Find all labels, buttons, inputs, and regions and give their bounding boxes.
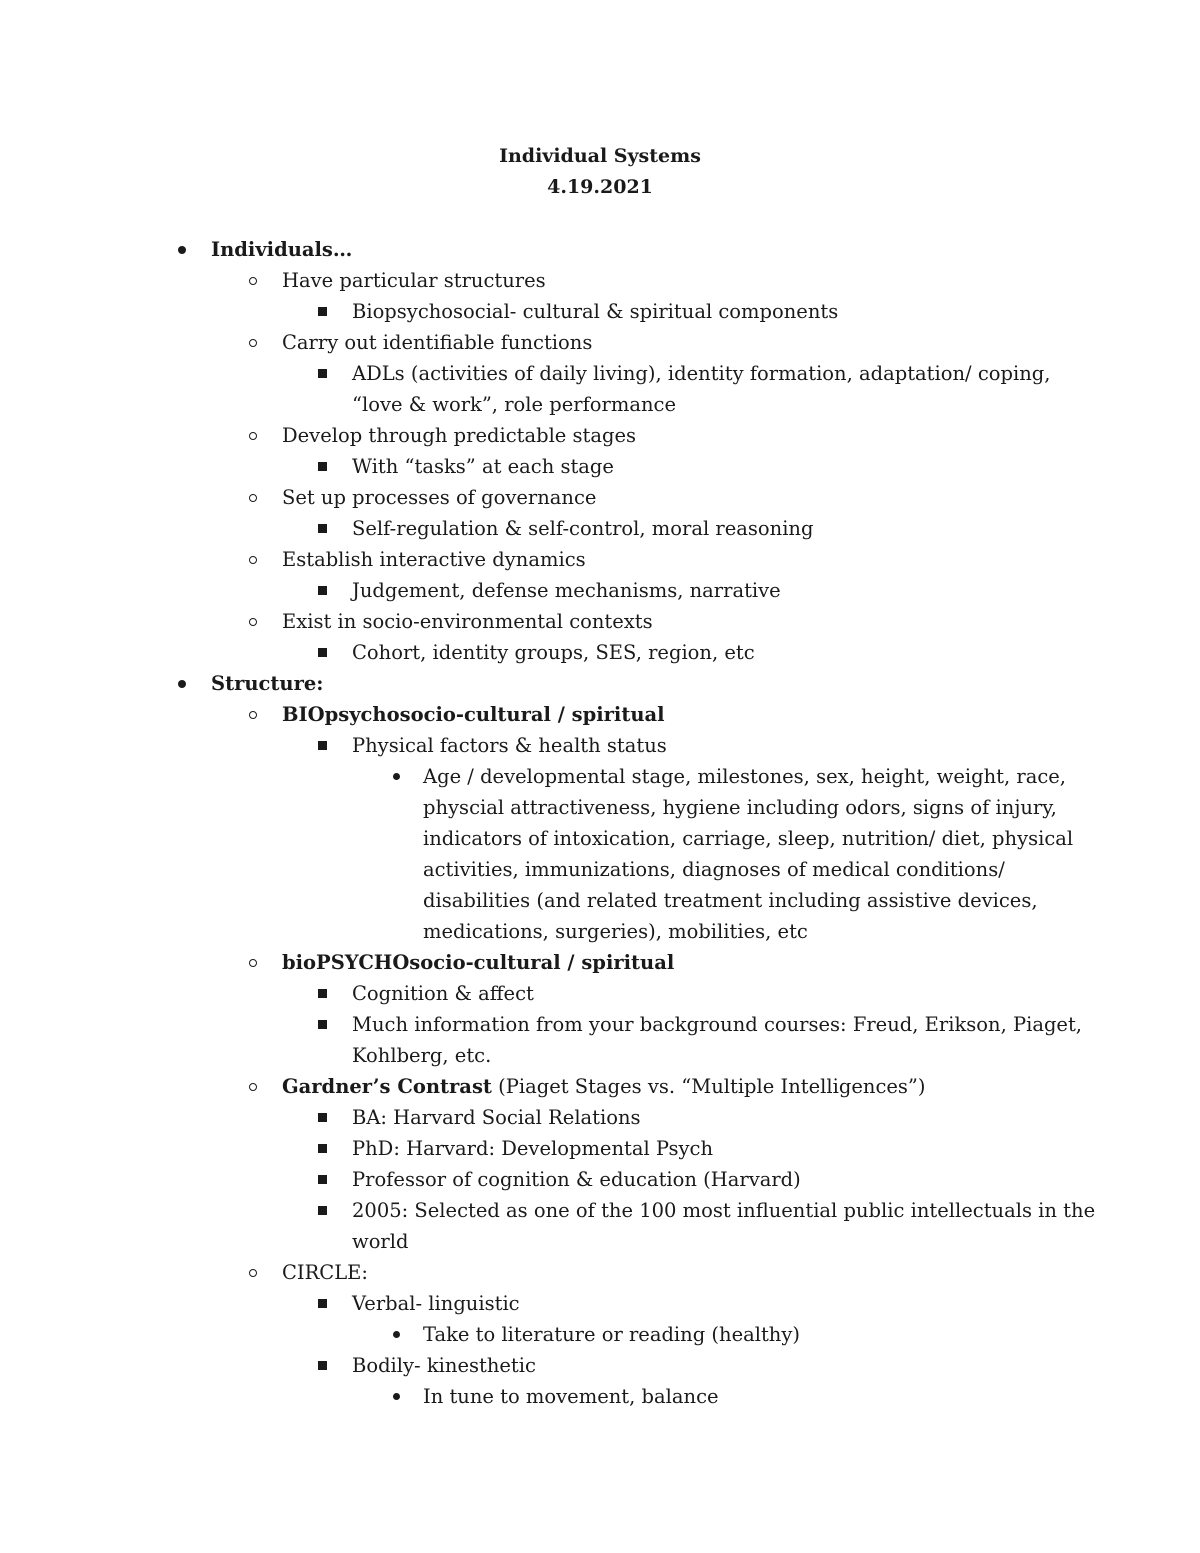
list-item: Set up processes of governance bbox=[282, 486, 597, 509]
level3-bullet bbox=[318, 307, 327, 316]
list-item-continuation: Kohlberg, etc. bbox=[352, 1044, 492, 1067]
list-item-continuation: disabilities (and related treatment including assistive devices, bbox=[423, 889, 1038, 912]
level3-bullet bbox=[318, 648, 327, 657]
list-item: Establish interactive dynamics bbox=[282, 548, 586, 571]
list-item: Much information from your background courses: Freud, Erikson, Piaget, bbox=[352, 1013, 1083, 1036]
list-item: bioPSYCHOsocio-cultural / spiritual bbox=[282, 951, 675, 974]
list-item-continuation: activities, immunizations, diagnoses of medical conditions/ bbox=[423, 858, 1005, 881]
list-item: Cognition & affect bbox=[352, 982, 534, 1005]
level3-bullet bbox=[318, 369, 327, 378]
level3-bullet bbox=[318, 1299, 327, 1308]
level3-bullet bbox=[318, 1113, 327, 1122]
list-item: PhD: Harvard: Developmental Psych bbox=[352, 1137, 714, 1160]
list-item-continuation: indicators of intoxication, carriage, sleep, nutrition/ diet, physical bbox=[423, 827, 1074, 850]
list-item-continuation: world bbox=[352, 1230, 409, 1253]
list-item-individuals: Individuals… bbox=[211, 238, 353, 261]
list-item-gardner bbox=[282, 1071, 926, 1102]
list-item: Verbal- linguistic bbox=[352, 1292, 520, 1315]
level3-bullet bbox=[318, 462, 327, 471]
list-item: BA: Harvard Social Relations bbox=[352, 1106, 641, 1129]
level3-bullet bbox=[318, 586, 327, 595]
list-item: BIOpsychosocio-cultural / spiritual bbox=[282, 703, 665, 726]
list-item: Age / developmental stage, milestones, sex, height, weight, race, bbox=[423, 765, 1066, 788]
level3-bullet bbox=[318, 1175, 327, 1184]
list-item: Professor of cognition & education (Harvard) bbox=[352, 1168, 801, 1191]
level1-bullet bbox=[178, 680, 186, 688]
level2-bullet bbox=[249, 432, 257, 440]
document-date: 4.19.2021 bbox=[547, 176, 653, 198]
list-item: Judgement, defense mechanisms, narrative bbox=[352, 579, 781, 602]
list-item: Take to literature or reading (healthy) bbox=[423, 1323, 800, 1346]
level3-bullet bbox=[318, 1206, 327, 1215]
list-item: Develop through predictable stages bbox=[282, 424, 637, 447]
level2-bullet bbox=[249, 339, 257, 347]
list-item: Physical factors & health status bbox=[352, 734, 667, 757]
level2-bullet bbox=[249, 1269, 257, 1277]
level2-bullet bbox=[249, 959, 257, 967]
level2-bullet bbox=[249, 618, 257, 626]
level3-bullet bbox=[318, 1144, 327, 1153]
list-item-continuation: “love & work”, role performance bbox=[352, 393, 676, 416]
level3-bullet bbox=[318, 989, 327, 998]
gardner-subtitle: (Piaget Stages vs. “Multiple Intelligences”) bbox=[491, 1075, 926, 1098]
level3-bullet bbox=[318, 741, 327, 750]
list-item-continuation: medications, surgeries), mobilities, etc bbox=[423, 920, 808, 943]
level3-bullet bbox=[318, 524, 327, 533]
level4-bullet bbox=[393, 1393, 400, 1400]
list-item: Have particular structures bbox=[282, 269, 546, 292]
document-title: Individual Systems bbox=[499, 145, 701, 167]
gardner-heading: Gardner’s Contrast bbox=[282, 1075, 492, 1098]
level4-bullet bbox=[393, 773, 400, 780]
list-item: Biopsychosocial- cultural & spiritual components bbox=[352, 300, 839, 323]
list-item: Self-regulation & self-control, moral reasoning bbox=[352, 517, 814, 540]
level2-bullet bbox=[249, 1083, 257, 1091]
level4-bullet bbox=[393, 1331, 400, 1338]
list-item: Carry out identifiable functions bbox=[282, 331, 593, 354]
level2-bullet bbox=[249, 494, 257, 502]
list-item: ADLs (activities of daily living), identity formation, adaptation/ coping, bbox=[352, 362, 1051, 385]
level3-bullet bbox=[318, 1361, 327, 1370]
level2-bullet bbox=[249, 277, 257, 285]
list-item: In tune to movement, balance bbox=[423, 1385, 719, 1408]
level3-bullet bbox=[318, 1020, 327, 1029]
list-item: Exist in socio-environmental contexts bbox=[282, 610, 653, 633]
list-item: Bodily- kinesthetic bbox=[352, 1354, 536, 1377]
list-item: 2005: Selected as one of the 100 most influential public intellectuals in the bbox=[352, 1199, 1096, 1222]
level2-bullet bbox=[249, 556, 257, 564]
list-item: With “tasks” at each stage bbox=[352, 455, 614, 478]
list-item: CIRCLE: bbox=[282, 1261, 368, 1284]
list-item-continuation: physcial attractiveness, hygiene including odors, signs of injury, bbox=[423, 796, 1057, 819]
list-item: Cohort, identity groups, SES, region, etc bbox=[352, 641, 755, 664]
list-item-structure: Structure: bbox=[211, 672, 324, 695]
level2-bullet bbox=[249, 711, 257, 719]
level1-bullet bbox=[178, 246, 186, 254]
